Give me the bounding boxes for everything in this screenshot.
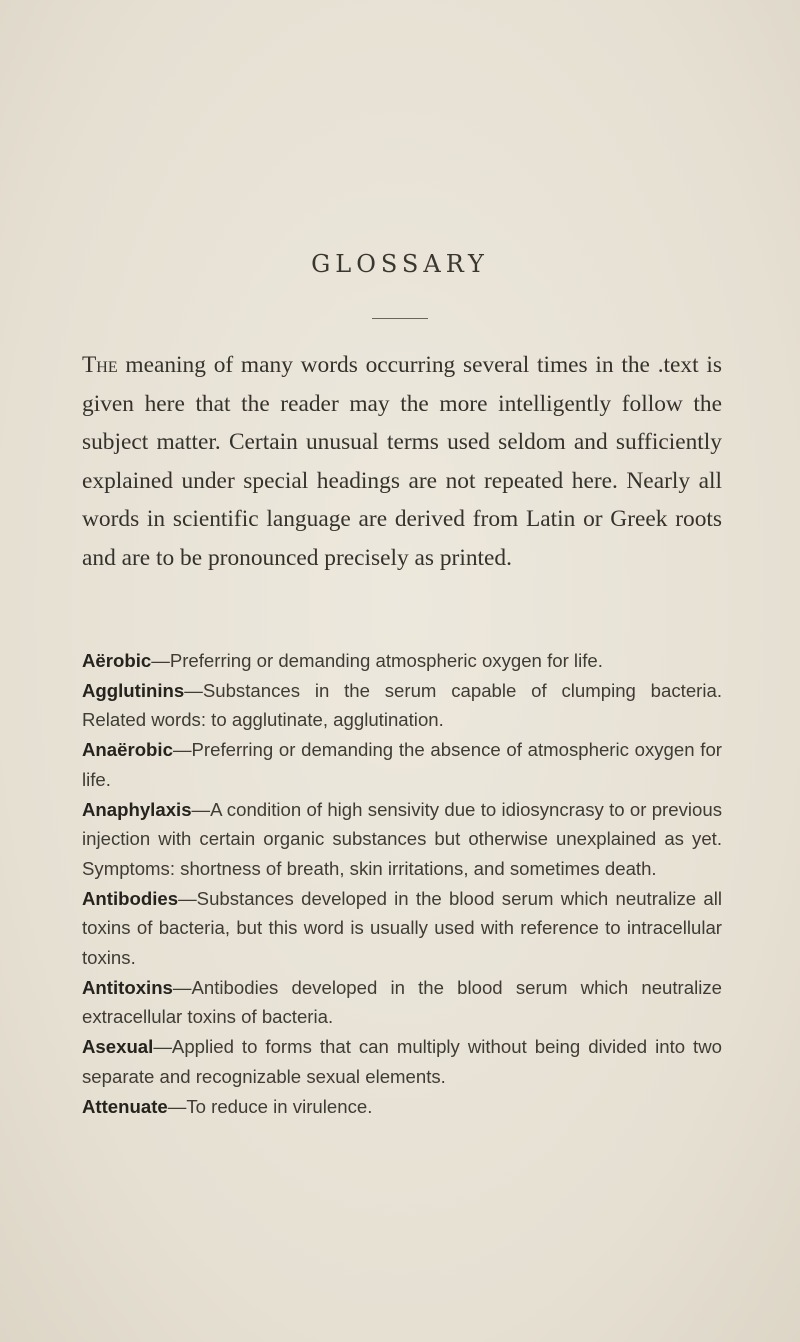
glossary-entry — [82, 735, 722, 794]
glossary-entry — [82, 646, 722, 676]
glossary-term: Antibodies — [82, 887, 179, 909]
glossary-entries — [82, 646, 722, 1121]
glossary-entry — [82, 973, 722, 1032]
glossary-definition: —Preferring or demanding atmospheric oxygen for life. — [151, 650, 603, 671]
intro-text: meaning of many words occurring several times in the .text is given here that the reader may the more intelligently follow the subject matter. Certain unusual terms used seldom and sufficiently explained under special headings are not repeated here. Nearly all words in scientific language are derived from Latin or Greek roots and are to be pronounced precisely as printed. — [82, 352, 722, 571]
glossary-term: Agglutinins — [82, 679, 185, 701]
glossary-definition: —Applied to forms that can multiply without being divided into two separate and recognizable sexual elements. — [82, 1036, 722, 1087]
glossary-entry — [82, 676, 722, 735]
glossary-term: Aërobic — [82, 650, 152, 671]
glossary-term: Attenuate — [82, 1095, 168, 1117]
intro-paragraph — [82, 346, 722, 578]
intro-first-word: The — [82, 352, 118, 378]
glossary-entry — [82, 1032, 722, 1091]
glossary-term: Asexual — [82, 1036, 154, 1058]
glossary-definition: —To reduce in virulence. — [167, 1095, 373, 1117]
glossary-term: Anaërobic — [82, 739, 173, 761]
glossary-definition: —Substances in the serum capable of clumping bacteria. Related words: to agglutinate, agglutination. — [82, 679, 722, 731]
glossary-entry — [82, 795, 722, 884]
glossary-definition: —Substances developed in the blood serum which neutralize all toxins of bacteria, but this word is usually used with reference to intracellular toxins. — [82, 887, 722, 969]
glossary-definition: —A condition of high sensivity due to idiosyncrasy to or previous injection with certain organic substances but otherwise unexplained as yet. Symptoms: shortness of breath, skin irritations, and sometimes death. — [82, 798, 722, 879]
glossary-entry — [82, 884, 722, 973]
page-title: GLOSSARY — [311, 250, 489, 278]
glossary-entry — [82, 1092, 722, 1122]
glossary-term: Antitoxins — [82, 976, 173, 998]
glossary-definition: —Antibodies developed in the blood serum which neutralize extracellular toxins of bacteria. — [82, 976, 722, 1028]
glossary-definition: —Preferring or demanding the absence of atmospheric oxygen for life. — [82, 739, 722, 790]
glossary-term: Anaphylaxis — [82, 798, 192, 820]
title-rule — [372, 318, 428, 319]
